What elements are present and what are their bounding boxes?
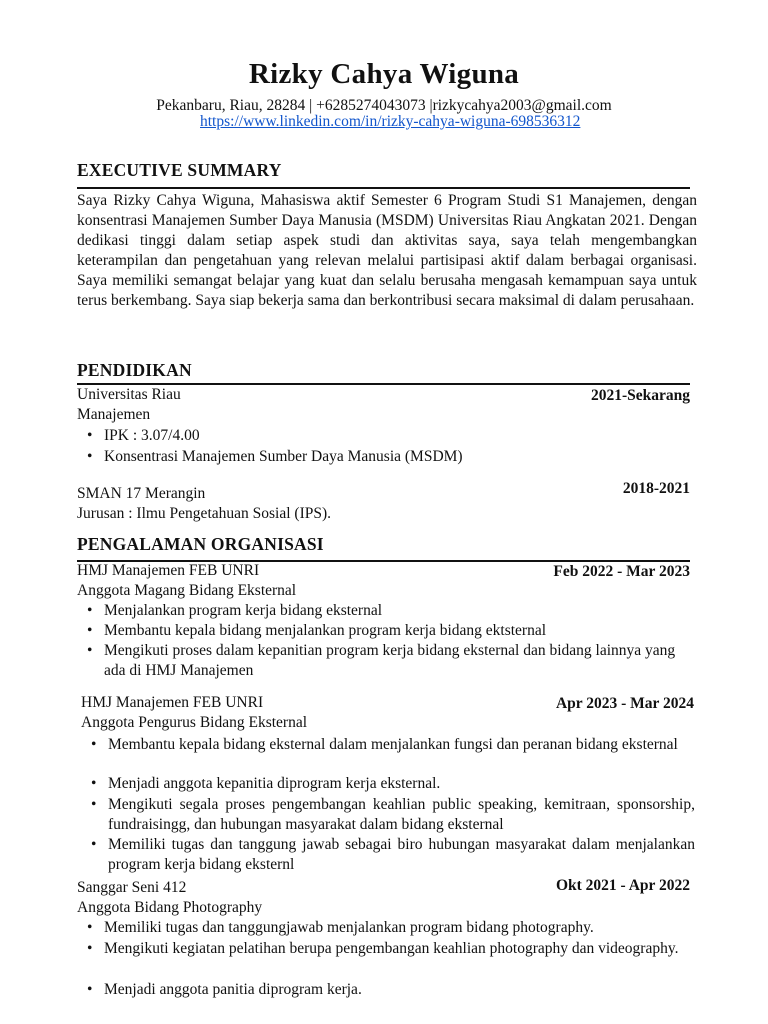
education-institution: SMAN 17 Merangin (77, 485, 206, 502)
list-item: • Menjadi anggota panitia diprogram kerja. (87, 981, 362, 998)
section-divider (77, 187, 690, 189)
section-heading-summary: EXECUTIVE SUMMARY (77, 160, 282, 180)
list-item: • Memiliki tugas dan tanggungjawab menjalankan program bidang photography. (87, 919, 594, 936)
organization-name: Sanggar Seni 412 (77, 879, 187, 896)
bullet-icon: • (91, 775, 97, 792)
organization-name: HMJ Manajemen FEB UNRI (77, 562, 260, 579)
education-major: Manajemen (77, 406, 151, 423)
linkedin-link[interactable]: https://www.linkedin.com/in/rizky-cahya-wiguna-698536312 (200, 113, 581, 130)
bullet-icon: • (87, 427, 93, 444)
list-item: • Konsentrasi Manajemen Sumber Daya Manusia (MSDM) (87, 448, 463, 465)
bullet-icon: • (87, 642, 93, 659)
bullet-icon: • (87, 919, 93, 936)
summary-text: Saya Rizky Cahya Wiguna, Mahasiswa aktif Semester 6 Program Studi S1 Manajemen, dengan konsentrasi Manajemen Sumber Daya Manusia (MSDM) Universitas Riau Angkatan 2021. Dengan dedikasi tinggi dalam setiap aspek studi dan aktivitas saya, saya telah mengembangkan keterampilan dan pengetahuan yang relevan melalui partisipasi aktif dalam berbagai organisasi. Saya memiliki semangat belajar yang kuat dan selalu berusaha mengasah kemampuan saya untuk terus berkembang. Saya siap bekerja sama dan berkontribusi secara maksimal di dalam perusahaan. (77, 192, 697, 309)
list-item: • Membantu kepala bidang eksternal dalam menjalankan fungsi dan peranan bidang eksternal (91, 736, 678, 753)
section-heading-organization: PENGALAMAN ORGANISASI (77, 534, 324, 554)
education-date: 2018-2021 (622, 480, 690, 497)
bullet-icon: • (87, 622, 93, 639)
bullet-icon: • (87, 940, 93, 957)
education-date: 2021-Sekarang (590, 387, 690, 404)
list-item: • Mengikuti proses dalam kepanitian program kerja bidang eksternal dan bidang lainnya yang ada di HMJ Manajemen (87, 642, 676, 679)
organization-role: Anggota Bidang Photography (77, 899, 263, 916)
organization-role: Anggota Pengurus Bidang Eksternal (81, 714, 308, 731)
organization-date: Apr 2023 - Mar 2024 (555, 695, 694, 712)
education-institution: Universitas Riau (77, 386, 181, 403)
organization-name: HMJ Manajemen FEB UNRI (81, 694, 264, 711)
list-item: • Membantu kepala bidang menjalankan program kerja bidang ektsternal (87, 622, 547, 639)
bullet-icon: • (91, 736, 97, 753)
full-name: Rizky Cahya Wiguna (248, 58, 520, 90)
list-item: • Mengikuti kegiatan pelatihan berupa pengembangan keahlian photography dan videography. (87, 940, 679, 957)
bullet-icon: • (87, 448, 93, 465)
bullet-icon: • (87, 981, 93, 998)
list-item: • Memiliki tugas dan tanggung jawab sebagai biro hubungan masyarakat dalam menjalankan program kerja bidang eksternl (91, 836, 695, 873)
bullet-icon: • (91, 836, 97, 853)
bullet-icon: • (91, 796, 97, 813)
organization-date: Feb 2022 - Mar 2023 (553, 563, 690, 580)
list-item: • Menjalankan program kerja bidang eksternal (87, 602, 383, 619)
bullet-icon: • (87, 602, 93, 619)
education-major: Jurusan : Ilmu Pengetahuan Sosial (IPS). (77, 505, 332, 522)
list-item: • Menjadi anggota kepanitia diprogram kerja eksternal. (91, 775, 441, 792)
list-item: • Mengikuti segala proses pengembangan keahlian public speaking, kemitraan, sponsorship, fundraisingg, dan hubungan masyarakat dalam bidang eksternal (91, 796, 695, 833)
contact-info: Pekanbaru, Riau, 28284 | +6285274043073 |rizkycahya2003@gmail.com (156, 97, 612, 114)
section-divider (77, 383, 690, 385)
list-item: • IPK : 3.07/4.00 (87, 427, 200, 444)
organization-date: Okt 2021 - Apr 2022 (555, 877, 690, 894)
section-heading-education: PENDIDIKAN (77, 360, 192, 380)
organization-role: Anggota Magang Bidang Eksternal (77, 582, 297, 599)
